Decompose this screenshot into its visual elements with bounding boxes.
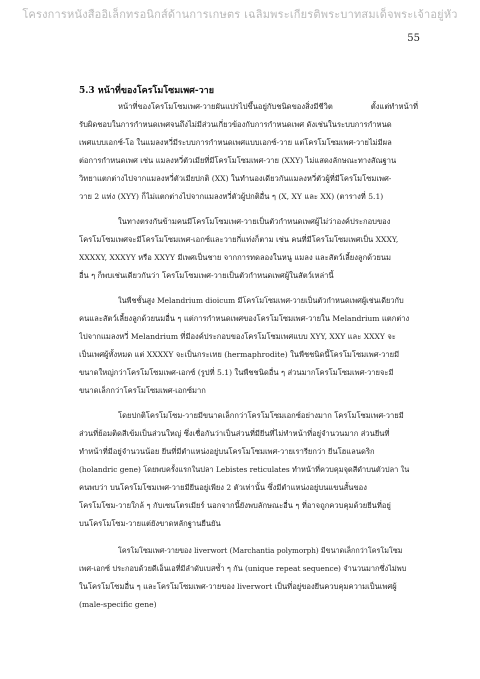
paragraph-line: ต่อการกำหนดเพศ เช่น แมลงหวี่ตัวเมียที่มีโครโมโซมเพศ-วาย (XXY) ไม่แสดงลักษณะทางสัณฐาน [79,156,397,165]
paragraph-line: ขนาดใหญ่กว่าโครโมโซมเพศ-เอกซ์ (รูปที่ 5.1) ในพืชชนิดอื่น ๆ ส่วนมากโครโมโซมเพศ-วายจะมี [79,368,394,377]
paragraph-line: หน้าที่ของโครโมโซมเพศ-วายผันแปรไปขึ้นอยู่กับชนิดของสิ่งมีชีวิต [118,102,333,111]
paragraph-line: คนพบว่า บนโครโมโซมเพศ-วายมียีนอยู่เพียง 2 ตัวเท่านั้น ซึ่งมีตำแหน่งอยู่บนแขนสั้นของ [79,483,367,492]
paragraph-line: โดยปกติโครโมโซม-วายมีขนาดเล็กกว่าโครโมโซมเอกซ์อย่างมาก โครโมโซมเพศ-วายมี [118,411,404,420]
paragraph-line: วาย 2 แท่ง (XYY) ก็ไม่แตกต่างไปจากแมลงหวี่ตัวผู้ปกติอื่น ๆ (X, XY และ XX) (ตารางที่ 5.1) [79,192,384,201]
paragraph-line: ในโครโมโซมอื่น ๆ และโครโมโซมเพศ-วายของ liverwort เป็นที่อยู่ของยีนควบคุมความเป็นเพศผู้ [79,582,397,591]
paragraph-line: ในพืชชั้นสูง Melandrium dioicum มีโครโมโซมเพศ-วายเป็นตัวกำหนดเพศผู้เช่นเดียวกับ [118,296,404,305]
paragraph-line: โครโมโซม-วายใกล้ ๆ กับเซนโตรเมียร์ นอกจากนี้ยังพบลักษณะอื่น ๆ ที่อาจถูกควบคุมด้วยยีนที่อยู่ [79,501,391,510]
paragraph-line: ไปจากแมลงหวี่ Melandrium ที่มีองค์ประกอบของโครโมโซมเพศแบบ XYY, XXY และ XXXY จะ [79,332,396,341]
paragraph-line: อื่น ๆ ก็พบเช่นเดียวกันว่า โครโมโซมเพศ-วายเป็นตัวกำหนดเพศผู้ในสัตว์เหล่านี้ [79,271,334,280]
paragraph-line: โครโมโซมเพศจะมีโครโมโซมเพศ-เอกซ์และวายกี่แท่งก็ตาม เช่น คนที่มีโครโมโซมเพศเป็น XXXY, [79,235,399,244]
paragraph-line: ทำหน้าที่มีอยู่จำนวนน้อย ยีนที่มีตำแหน่งอยู่บนโครโมโซมเพศ-วายเรารียกว่า ยีนโฮแลนดริก [79,447,375,456]
paragraph-line: (holandric gene) โดยพบครั้งแรกในปลา Lebistes reticulates ทำหน้าที่ควบคุมจุดสีดำบนตัวปลา ใน [79,465,409,474]
paragraph-line-tail: ตั้งแต่ทำหน้าที่ [370,102,418,111]
paragraph-line: รับผิดชอบในการกำหนดเพศจนถึงไม่มีส่วนเกี่ยวข้องกับการกำหนดเพศ ดังเช่นในระบบการกำหนด [79,120,392,129]
paragraph-line: วิทยาแตกต่างไปจากแมลงหวี่ตัวเมียปกติ (XX) ในทำนองเดียวกันแมลงหวี่ตัวผู้ที่มีโครโมโซมเพศ- [79,174,392,183]
paragraph-line: XXXXY, XXXYY หรือ XXYY มีเพศเป็นชาย จากการทดลองในหนู แมลง และสัตว์เลี้ยงลูกด้วยนม [79,253,392,262]
page-number: 55 [407,33,420,44]
paragraph-line: บนโครโมโซม-วายแต่ยังขาดหลักฐานยืนยัน [79,519,221,528]
paragraph-line: (male-specific gene) [79,600,157,609]
paragraph-line: ขนาดเล็กกว่าโครโมโซมเพศ-เอกซ์มาก [79,386,206,395]
paragraph-line: เพศ-เอกซ์ ประกอบด้วยดีเอ็นเอที่มีลำดับเบสซ้ำ ๆ กัน (unique repeat sequence) จำนวนมากซึ่งไม่พบ [79,564,407,573]
paragraph-line: เพศแบบเอกซ์-โอ ในแมลงหวี่มีระบบการกำหนดเพศแบบเอกซ์-วาย แต่โครโมโซมเพศ-วายไม่มีผล [79,138,392,147]
header-watermark: โครงการหนังสืออิเล็กทรอนิกส์ด้านการเกษตร เฉลิมพระเกียรติพระบาทสมเด็จพระเจ้าอยู่หัว [22,8,458,21]
section-heading: 5.3 หน้าที่ของโครโมโซมเพศ-วาย [79,86,214,96]
paragraph-line: เป็นเพศผู้ทั้งหมด แต่ XXXXY จะเป็นกระเทย (hermaphrodite) ในพืชชนิดนี้โครโมโซมเพศ-วายมี [79,350,400,359]
paragraph-line: ในทางตรงกันข้ามคนมีโครโมโซมเพศ-วายเป็นตัวกำหนดเพศผู้ไม่ว่าองค์ประกอบของ [118,217,391,226]
paragraph-line: โครโมโซมเพศ-วายของ liverwort (Marchantia polymorph) มีขนาดเล็กกว่าโครโมโซม [118,546,403,555]
paragraph-line: คนและสัตว์เลี้ยงลูกด้วยนมอื่น ๆ แต่การกำหนดเพศของโครโมโซมเพศ-วายใน Melandrium แตกต่าง [79,314,409,323]
paragraph-line: ส่วนที่ย้อมติดสีเข้มเป็นส่วนใหญ่ ซึ่งเชื่อกันว่าเป็นส่วนที่มียีนที่ไม่ทำหน้าที่อยู่จำนวนมาก ส่วนยีนที่ [79,429,390,438]
